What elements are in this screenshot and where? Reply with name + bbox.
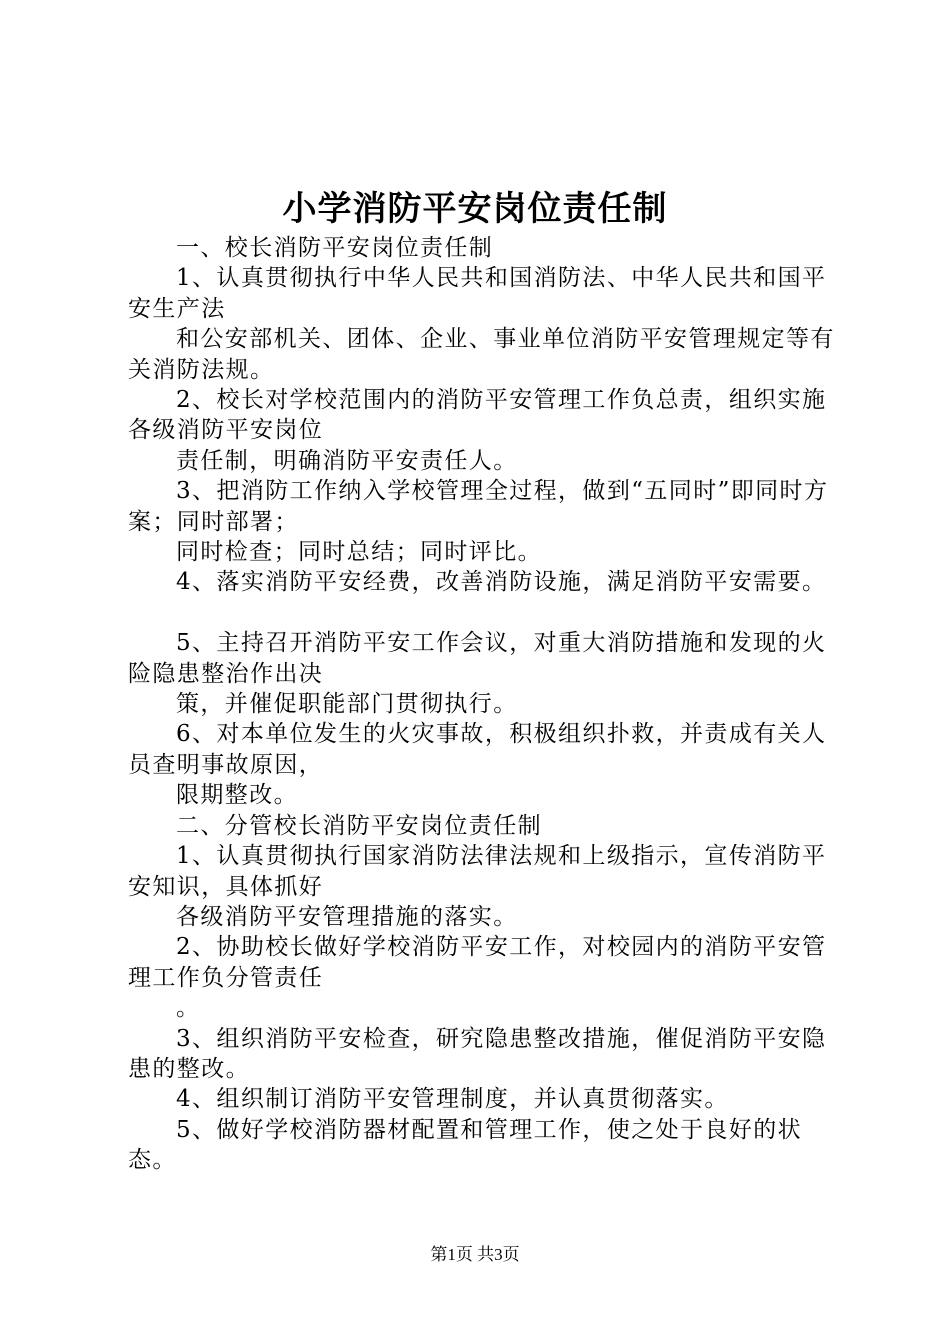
paragraph: 各级消防平安管理措施的落实。 bbox=[176, 903, 518, 930]
paragraph: 3、组织消防平安检查，研究隐患整改措施，催促消防平安隐患的整改。 bbox=[128, 1025, 827, 1082]
paragraph: 3、把消防工作纳入学校管理全过程，做到“五同时”即同时方案；同时部署； bbox=[128, 478, 829, 535]
paragraph: 5、做好学校消防器材配置和管理工作，使之处于良好的状态。 bbox=[128, 1116, 803, 1174]
paragraph: 策，并催促职能部门贯彻执行。 bbox=[176, 691, 518, 718]
paragraph: 责任制，明确消防平安责任人。 bbox=[176, 447, 518, 474]
paragraph: 4、组织制订消防平安管理制度，并认真贯彻落实。 bbox=[176, 1086, 729, 1113]
paragraph: 限期整改。 bbox=[176, 782, 298, 809]
document-body bbox=[128, 233, 843, 1176]
blank-line bbox=[128, 598, 843, 628]
paragraph: 5、主持召开消防平安工作会议，对重大消防措施和发现的火险隐患整治作出决 bbox=[128, 630, 827, 687]
paragraph: 6、对本单位发生的火灾事故，积极组织扑救，并责成有关人员查明事故原因， bbox=[128, 721, 827, 778]
paragraph: 4、落实消防平安经费，改善消防设施，满足消防平安需要。 bbox=[176, 569, 827, 596]
paragraph: 同时检查；同时总结；同时评比。 bbox=[176, 539, 542, 566]
section-heading-1: 一、校长消防平安岗位责任制 bbox=[176, 235, 494, 261]
paragraph: 。 bbox=[176, 995, 201, 1022]
document-title: 小学消防平安岗位责任制 bbox=[282, 189, 668, 229]
paragraph: 1、认真贯彻执行中华人民共和国消防法、中华人民共和国平安生产法 bbox=[128, 265, 827, 322]
section-heading-2: 二、分管校长消防平安岗位责任制 bbox=[176, 812, 542, 839]
paragraph: 2、校长对学校范围内的消防平安管理工作负总责，组织实施各级消防平安岗位 bbox=[128, 387, 827, 444]
paragraph: 1、认真贯彻执行国家消防法律法规和上级指示，宣传消防平安知识，具体抓好 bbox=[128, 843, 827, 900]
paragraph: 2、协助校长做好学校消防平安工作，对校园内的消防平安管理工作负分管责任 bbox=[128, 934, 827, 991]
paragraph: 和公安部机关、团体、企业、事业单位消防平安管理规定等有关消防法规。 bbox=[128, 326, 835, 383]
page-number: 第1页 共3页 bbox=[430, 1245, 520, 1264]
